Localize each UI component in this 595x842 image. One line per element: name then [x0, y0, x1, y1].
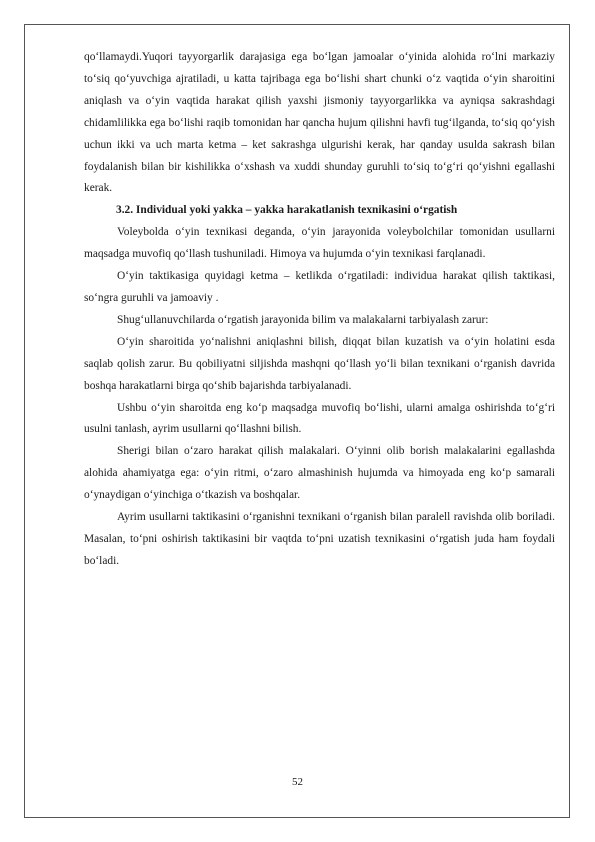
paragraph-orientation: O‘yin sharoitida yo‘nalishni aniqlashni bilish, diqqat bilan kuzatish va o‘yin holatini esda saqlab qolish zarur. Bu qobiliyatni siljishda mashqni qo‘llash yo‘li bilan texnikani o‘rganish davrida boshqa harakatlarni birga qo‘shib bajarishda tarbiyalanadi.	[84, 335, 555, 392]
paragraph-continuation: qo‘llamaydi.Yuqori tayyorgarlik darajasiga ega bo‘lgan jamoalar o‘yinida alohida ro‘lni markaziy to‘siq qo‘yuvchiga ajratiladi, u katta tajribaga ega bo‘lishi shart chunki o‘z vaqtida o‘yin sharoitini aniqlash va o‘yin vaqtida harakat qilish yaxshi jismoniy tayyorgarlikka va ayniqsa sakrashdagi chidamlilikka ega bo‘lishi raqib tomonidan har qancha hujum qilishni havfi tug‘ilganda, to‘siq qo‘yish uchun ikki va uch marta ketma – ket sakrashga ulgurishi kerak, har qanday usulda sakrash bilan foydalanish bilan bir kishilikka o‘xshash va xuddi shunday guruhli to‘siq to‘g‘ri qo‘yishni egallashi kerak.	[84, 51, 555, 195]
document-body	[84, 47, 555, 573]
paragraph-game-technique: Voleybolda o‘yin texnikasi deganda, o‘yin jarayonida voleybolchilar tomonidan usullarni maqsadga muvofiq qo‘llash tushuniladi. Himoya va hujumda o‘yin texnikasi farqlanadi.	[84, 226, 555, 261]
paragraph-choosing-method: Ushbu o‘yin sharoitda eng ko‘p maqsadga muvofiq bo‘lishi, ularni amalga oshirishda to‘g‘ri usulni tanlash, ayrim usullarni qo‘llashni bilish.	[84, 401, 555, 436]
paragraph-tactics-order: O‘yin taktikasiga quyidagi ketma – ketlikda o‘rgatiladi: individua harakat qilish taktikasi, so‘ngra guruhli va jamoaviy .	[84, 270, 555, 304]
paragraph-skills-intro: Shug‘ullanuvchilarda o‘rgatish jarayonida bilim va malakalarni tarbiyalash zarur:	[117, 313, 489, 326]
paragraph-partner-interaction: Sherigi bilan o‘zaro harakat qilish malakalari. O‘yinni olib borish malakalarini egallashda alohida ahamiyatga ega: o‘yin ritmi, o‘zaro almashinish hujumda va himoyada eng ko‘p samarali o‘ynaydigan o‘yinchiga o‘tkazish va boshqalar.	[84, 445, 555, 502]
page-number: 52	[292, 776, 303, 788]
section-heading: 3.2. Individual yoki yakka – yakka harakatlanish texnikasini o‘rgatish	[116, 204, 458, 217]
paragraph-parallel-learning: Ayrim usullarni taktikasini o‘rganishni texnikani o‘rganish bilan paralell ravishda olib boriladi. Masalan, to‘pni oshirish taktikasini bir vaqtda to‘pni uzatish texnikasini o‘rgatish juda ham foydali bo‘ladi.	[84, 511, 555, 567]
